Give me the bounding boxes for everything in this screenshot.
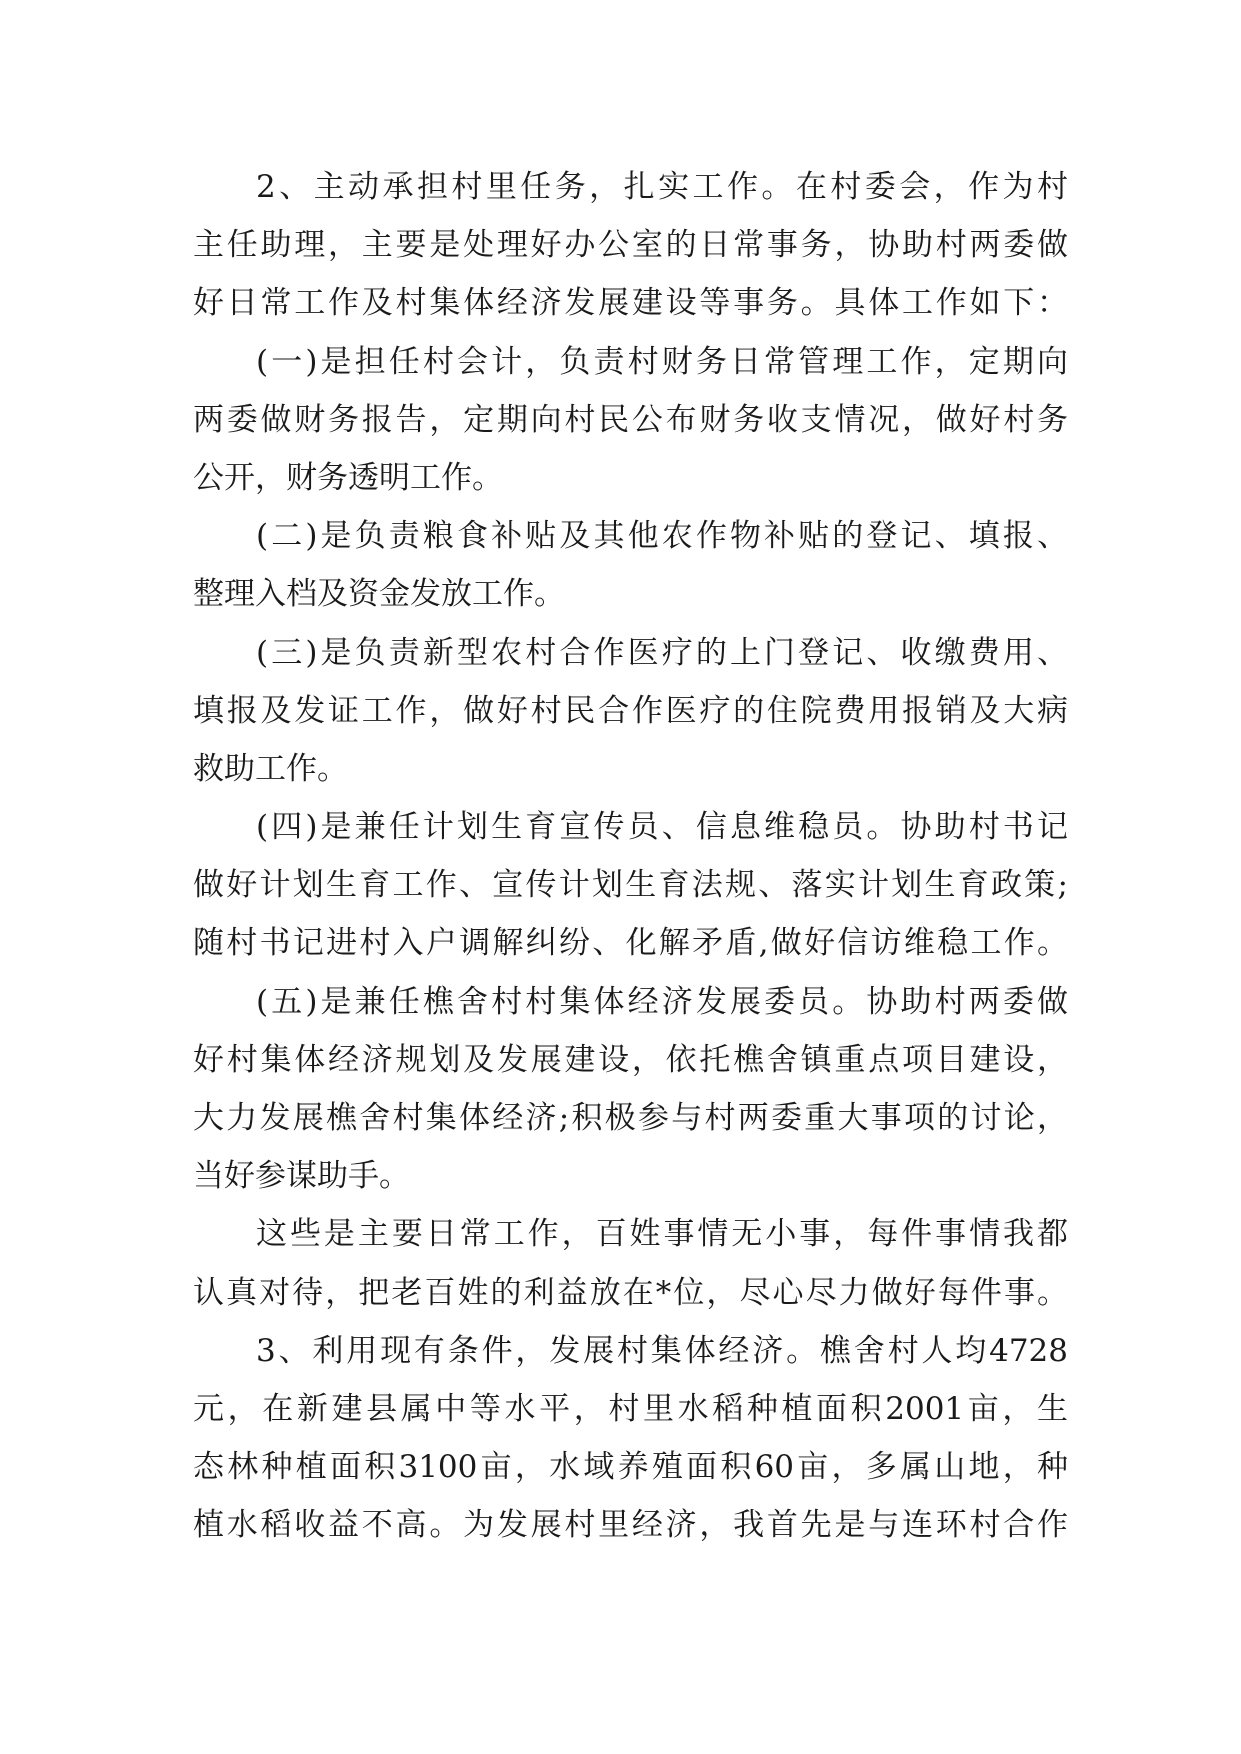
item-2-line-1: (二)是负责粮食补贴及其他农作物补贴的登记、填报、 — [256, 518, 1068, 555]
item-2-line-2: 整理入档及资金发放工作。 — [193, 576, 565, 613]
summary-line-2: 认真对待，把老百姓的利益放在*位，尽心尽力做好每件事。 — [193, 1274, 1068, 1311]
item-4-line-1: (四)是兼任计划生育宣传员、信息维稳员。协助村书记 — [256, 809, 1068, 846]
summary-line-1: 这些是主要日常工作，百姓事情无小事，每件事情我都 — [256, 1216, 1068, 1253]
item-5-line-1: (五)是兼任樵舍村村集体经济发展委员。协助村两委做 — [256, 983, 1068, 1020]
paragraph-2-line-2: 主任助理，主要是处理好办公室的日常事务，协助村两委做 — [193, 227, 1068, 264]
item-1-line-2: 两委做财务报告，定期向村民公布财务收支情况，做好村务 — [193, 401, 1068, 438]
item-5-line-3: 大力发展樵舍村集体经济;积极参与村两委重大事项的讨论， — [193, 1100, 1068, 1136]
item-5-line-4: 当好参谋助手。 — [193, 1158, 410, 1195]
item-5-line-2: 好村集体经济规划及发展建设，依托樵舍镇重点项目建设， — [193, 1041, 1068, 1078]
paragraph-3-line-3: 态林种植面积3100亩，水域养殖面积60亩，多属山地，种 — [193, 1449, 1068, 1486]
item-1-line-3: 公开，财务透明工作。 — [193, 459, 503, 496]
paragraph-2-line-3: 好日常工作及村集体经济发展建设等事务。具体工作如下： — [193, 285, 1068, 322]
paragraph-2-line-1: 2、主动承担村里任务，扎实工作。在村委会，作为村 — [256, 169, 1068, 205]
item-3-line-1: (三)是负责新型农村合作医疗的上门登记、收缴费用、 — [256, 634, 1068, 671]
item-4-line-2: 做好计划生育工作、宣传计划生育法规、落实计划生育政策; — [193, 867, 1068, 904]
item-3-line-2: 填报及发证工作，做好村民合作医疗的住院费用报销及大病 — [193, 692, 1068, 729]
paragraph-3-line-4: 植水稻收益不高。为发展村里经济，我首先是与连环村合作 — [193, 1507, 1068, 1544]
item-4-line-3: 随村书记进村入户调解纠纷、化解矛盾,做好信访维稳工作。 — [193, 925, 1068, 962]
paragraph-3-line-2: 元，在新建县属中等水平，村里水稻种植面积2001亩，生 — [193, 1390, 1068, 1427]
document-body — [193, 158, 1068, 1555]
paragraph-3-line-1: 3、利用现有条件，发展村集体经济。樵舍村人均4728 — [256, 1332, 1068, 1369]
item-3-line-3: 救助工作。 — [193, 750, 348, 787]
item-1-line-1: (一)是担任村会计，负责村财务日常管理工作，定期向 — [256, 343, 1068, 380]
